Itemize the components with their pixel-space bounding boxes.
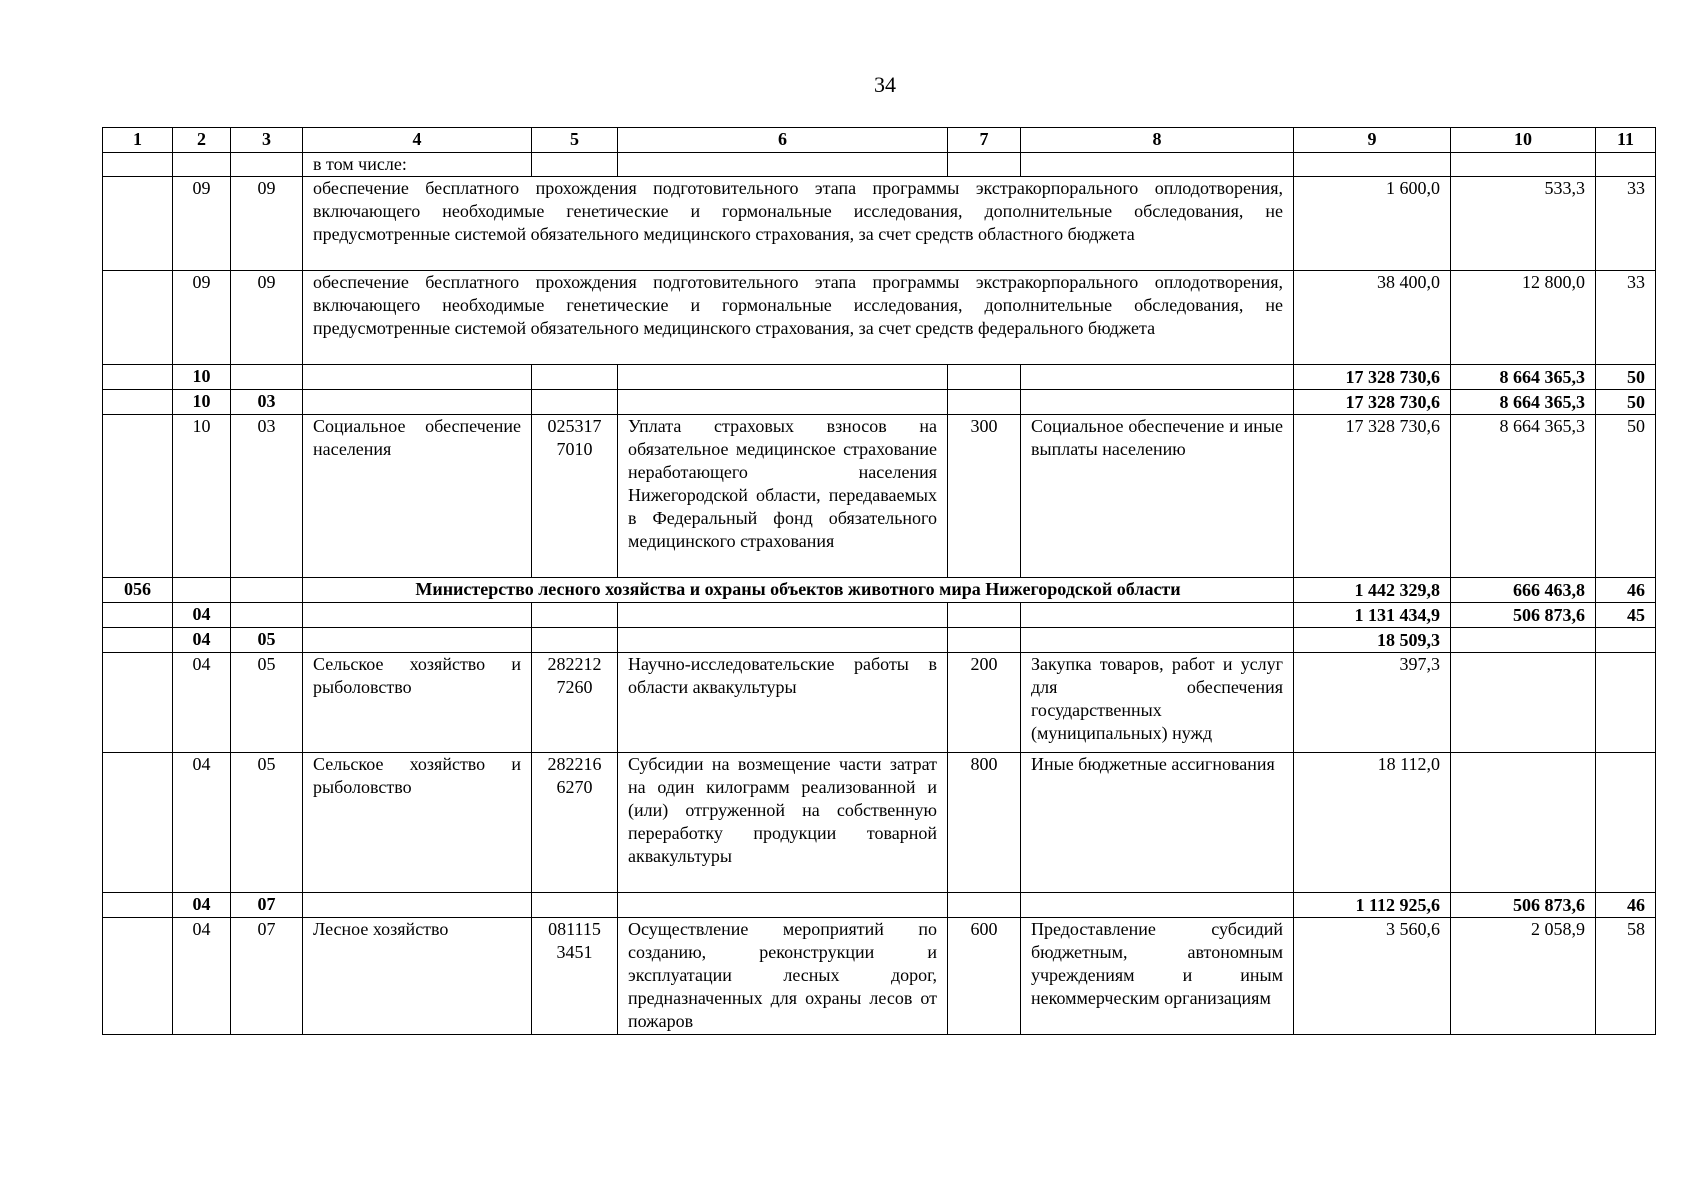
amount-col9: 1 600,0 bbox=[1294, 177, 1451, 271]
header-cell: 3 bbox=[231, 128, 303, 153]
section-name: Социальное обеспечение населения bbox=[303, 415, 532, 578]
section-name: Сельское хозяйство и рыболовство bbox=[303, 653, 532, 753]
section-code: 09 bbox=[173, 177, 231, 271]
section-code: 04 bbox=[173, 603, 231, 628]
measure-description: Уплата страховых взносов на обязательное медицинское страхование неработающего населения Нижегородской области, передаваемых в Федеральный фонд обязательного медицинского страхования bbox=[618, 415, 948, 578]
percent-col11: 46 bbox=[1596, 893, 1656, 918]
subsection-code: 05 bbox=[231, 628, 303, 653]
section-code: 09 bbox=[173, 271, 231, 365]
percent-col11: 45 bbox=[1596, 603, 1656, 628]
expense-type-name: Социальное обеспечение и иные выплаты населению bbox=[1021, 415, 1294, 578]
table-row bbox=[103, 415, 1656, 578]
expense-type-code: 300 bbox=[948, 415, 1021, 578]
header-cell: 2 bbox=[173, 128, 231, 153]
section-code: 04 bbox=[173, 753, 231, 893]
amount-col9: 18 509,3 bbox=[1294, 628, 1451, 653]
amount-col10: 506 873,6 bbox=[1451, 603, 1596, 628]
subsection-code: 07 bbox=[231, 893, 303, 918]
expense-type-code: 600 bbox=[948, 918, 1021, 1035]
section-code: 10 bbox=[173, 390, 231, 415]
table-row bbox=[103, 653, 1656, 753]
amount-col10: 12 800,0 bbox=[1451, 271, 1596, 365]
amount-col9: 17 328 730,6 bbox=[1294, 415, 1451, 578]
item-description: обеспечение бесплатного прохождения подготовительного этапа программы экстракорпорального оплодотворения, включающего необходимые генетические и гормональные исследования, дополнительные обследования, не предусмотренные системой обязательного медицинского страхования, за счет средств федерального бюджета bbox=[303, 271, 1294, 365]
target-article-code: 081115 3451 bbox=[532, 918, 618, 1035]
table-row bbox=[103, 753, 1656, 893]
amount-col9: 1 131 434,9 bbox=[1294, 603, 1451, 628]
percent-col11: 50 bbox=[1596, 415, 1656, 578]
table-row bbox=[103, 918, 1656, 1035]
subsection-code: 09 bbox=[231, 177, 303, 271]
page-number: 34 bbox=[874, 72, 896, 97]
subsection-code: 03 bbox=[231, 415, 303, 578]
header-cell: 10 bbox=[1451, 128, 1596, 153]
subsection-code: 05 bbox=[231, 753, 303, 893]
amount-col9: 1 442 329,8 bbox=[1294, 578, 1451, 603]
table-row-total bbox=[103, 390, 1656, 415]
measure-description: Осуществление мероприятий по созданию, реконструкции и эксплуатации лесных дорог, предназначенных для охраны лесов от пожаров bbox=[618, 918, 948, 1035]
percent-col11: 50 bbox=[1596, 390, 1656, 415]
header-cell: 5 bbox=[532, 128, 618, 153]
section-code: 04 bbox=[173, 653, 231, 753]
percent-col11: 46 bbox=[1596, 578, 1656, 603]
table-row-total bbox=[103, 893, 1656, 918]
amount-col10: 533,3 bbox=[1451, 177, 1596, 271]
percent-col11: 33 bbox=[1596, 177, 1656, 271]
amount-col9: 3 560,6 bbox=[1294, 918, 1451, 1035]
amount-col10: 8 664 365,3 bbox=[1451, 390, 1596, 415]
table-row-total bbox=[103, 365, 1656, 390]
header-cell: 8 bbox=[1021, 128, 1294, 153]
percent-col11: 50 bbox=[1596, 365, 1656, 390]
section-code: 04 bbox=[173, 893, 231, 918]
amount-col10: 8 664 365,3 bbox=[1451, 415, 1596, 578]
table-row bbox=[103, 177, 1656, 271]
expense-type-name: Иные бюджетные ассигнования bbox=[1021, 753, 1294, 893]
section-name: Сельское хозяйство и рыболовство bbox=[303, 753, 532, 893]
target-article-code: 282216 6270 bbox=[532, 753, 618, 893]
table-header-row bbox=[103, 128, 1656, 153]
percent-col11: 33 bbox=[1596, 271, 1656, 365]
target-article-code: 282212 7260 bbox=[532, 653, 618, 753]
percent-col11: 58 bbox=[1596, 918, 1656, 1035]
subsection-code: 07 bbox=[231, 918, 303, 1035]
amount-col9: 17 328 730,6 bbox=[1294, 365, 1451, 390]
target-article-code: 025317 7010 bbox=[532, 415, 618, 578]
budget-table bbox=[102, 127, 1656, 1035]
table-row bbox=[103, 271, 1656, 365]
ministry-title: Министерство лесного хозяйства и охраны объектов животного мира Нижегородской области bbox=[303, 578, 1294, 603]
header-cell: 4 bbox=[303, 128, 532, 153]
amount-col10: 2 058,9 bbox=[1451, 918, 1596, 1035]
section-code: 10 bbox=[173, 415, 231, 578]
table-row-total bbox=[103, 628, 1656, 653]
amount-col10: 8 664 365,3 bbox=[1451, 365, 1596, 390]
expense-type-name: Закупка товаров, работ и услуг для обеспечения государственных (муниципальных) нужд bbox=[1021, 653, 1294, 753]
header-cell: 7 bbox=[948, 128, 1021, 153]
section-name: Лесное хозяйство bbox=[303, 918, 532, 1035]
expense-type-code: 200 bbox=[948, 653, 1021, 753]
table-row-total bbox=[103, 603, 1656, 628]
section-code: 04 bbox=[173, 918, 231, 1035]
header-cell: 9 bbox=[1294, 128, 1451, 153]
amount-col9: 18 112,0 bbox=[1294, 753, 1451, 893]
ministry-code: 056 bbox=[103, 578, 173, 603]
header-cell: 1 bbox=[103, 128, 173, 153]
expense-type-name: Предоставление субсидий бюджетным, автономным учреждениям и иным некоммерческим организациям bbox=[1021, 918, 1294, 1035]
amount-col9: 17 328 730,6 bbox=[1294, 390, 1451, 415]
subsection-code: 03 bbox=[231, 390, 303, 415]
section-code: 04 bbox=[173, 628, 231, 653]
amount-col9: 397,3 bbox=[1294, 653, 1451, 753]
amount-col10: 506 873,6 bbox=[1451, 893, 1596, 918]
section-code: 10 bbox=[173, 365, 231, 390]
amount-col9: 38 400,0 bbox=[1294, 271, 1451, 365]
expense-type-code: 800 bbox=[948, 753, 1021, 893]
amount-col9: 1 112 925,6 bbox=[1294, 893, 1451, 918]
row-label: в том числе: bbox=[303, 153, 532, 177]
measure-description: Научно-исследовательские работы в области аквакультуры bbox=[618, 653, 948, 753]
item-description: обеспечение бесплатного прохождения подготовительного этапа программы экстракорпорального оплодотворения, включающего необходимые генетические и гормональные исследования, дополнительные обследования, не предусмотренные системой обязательного медицинского страхования, за счет средств областного бюджета bbox=[303, 177, 1294, 271]
table-row-ministry bbox=[103, 578, 1656, 603]
table-row bbox=[103, 153, 1656, 177]
subsection-code: 09 bbox=[231, 271, 303, 365]
subsection-code: 05 bbox=[231, 653, 303, 753]
header-cell: 11 bbox=[1596, 128, 1656, 153]
measure-description: Субсидии на возмещение части затрат на один килограмм реализованной и (или) отгруженной на собственную переработку продукции товарной аквакультуры bbox=[618, 753, 948, 893]
header-cell: 6 bbox=[618, 128, 948, 153]
amount-col10: 666 463,8 bbox=[1451, 578, 1596, 603]
